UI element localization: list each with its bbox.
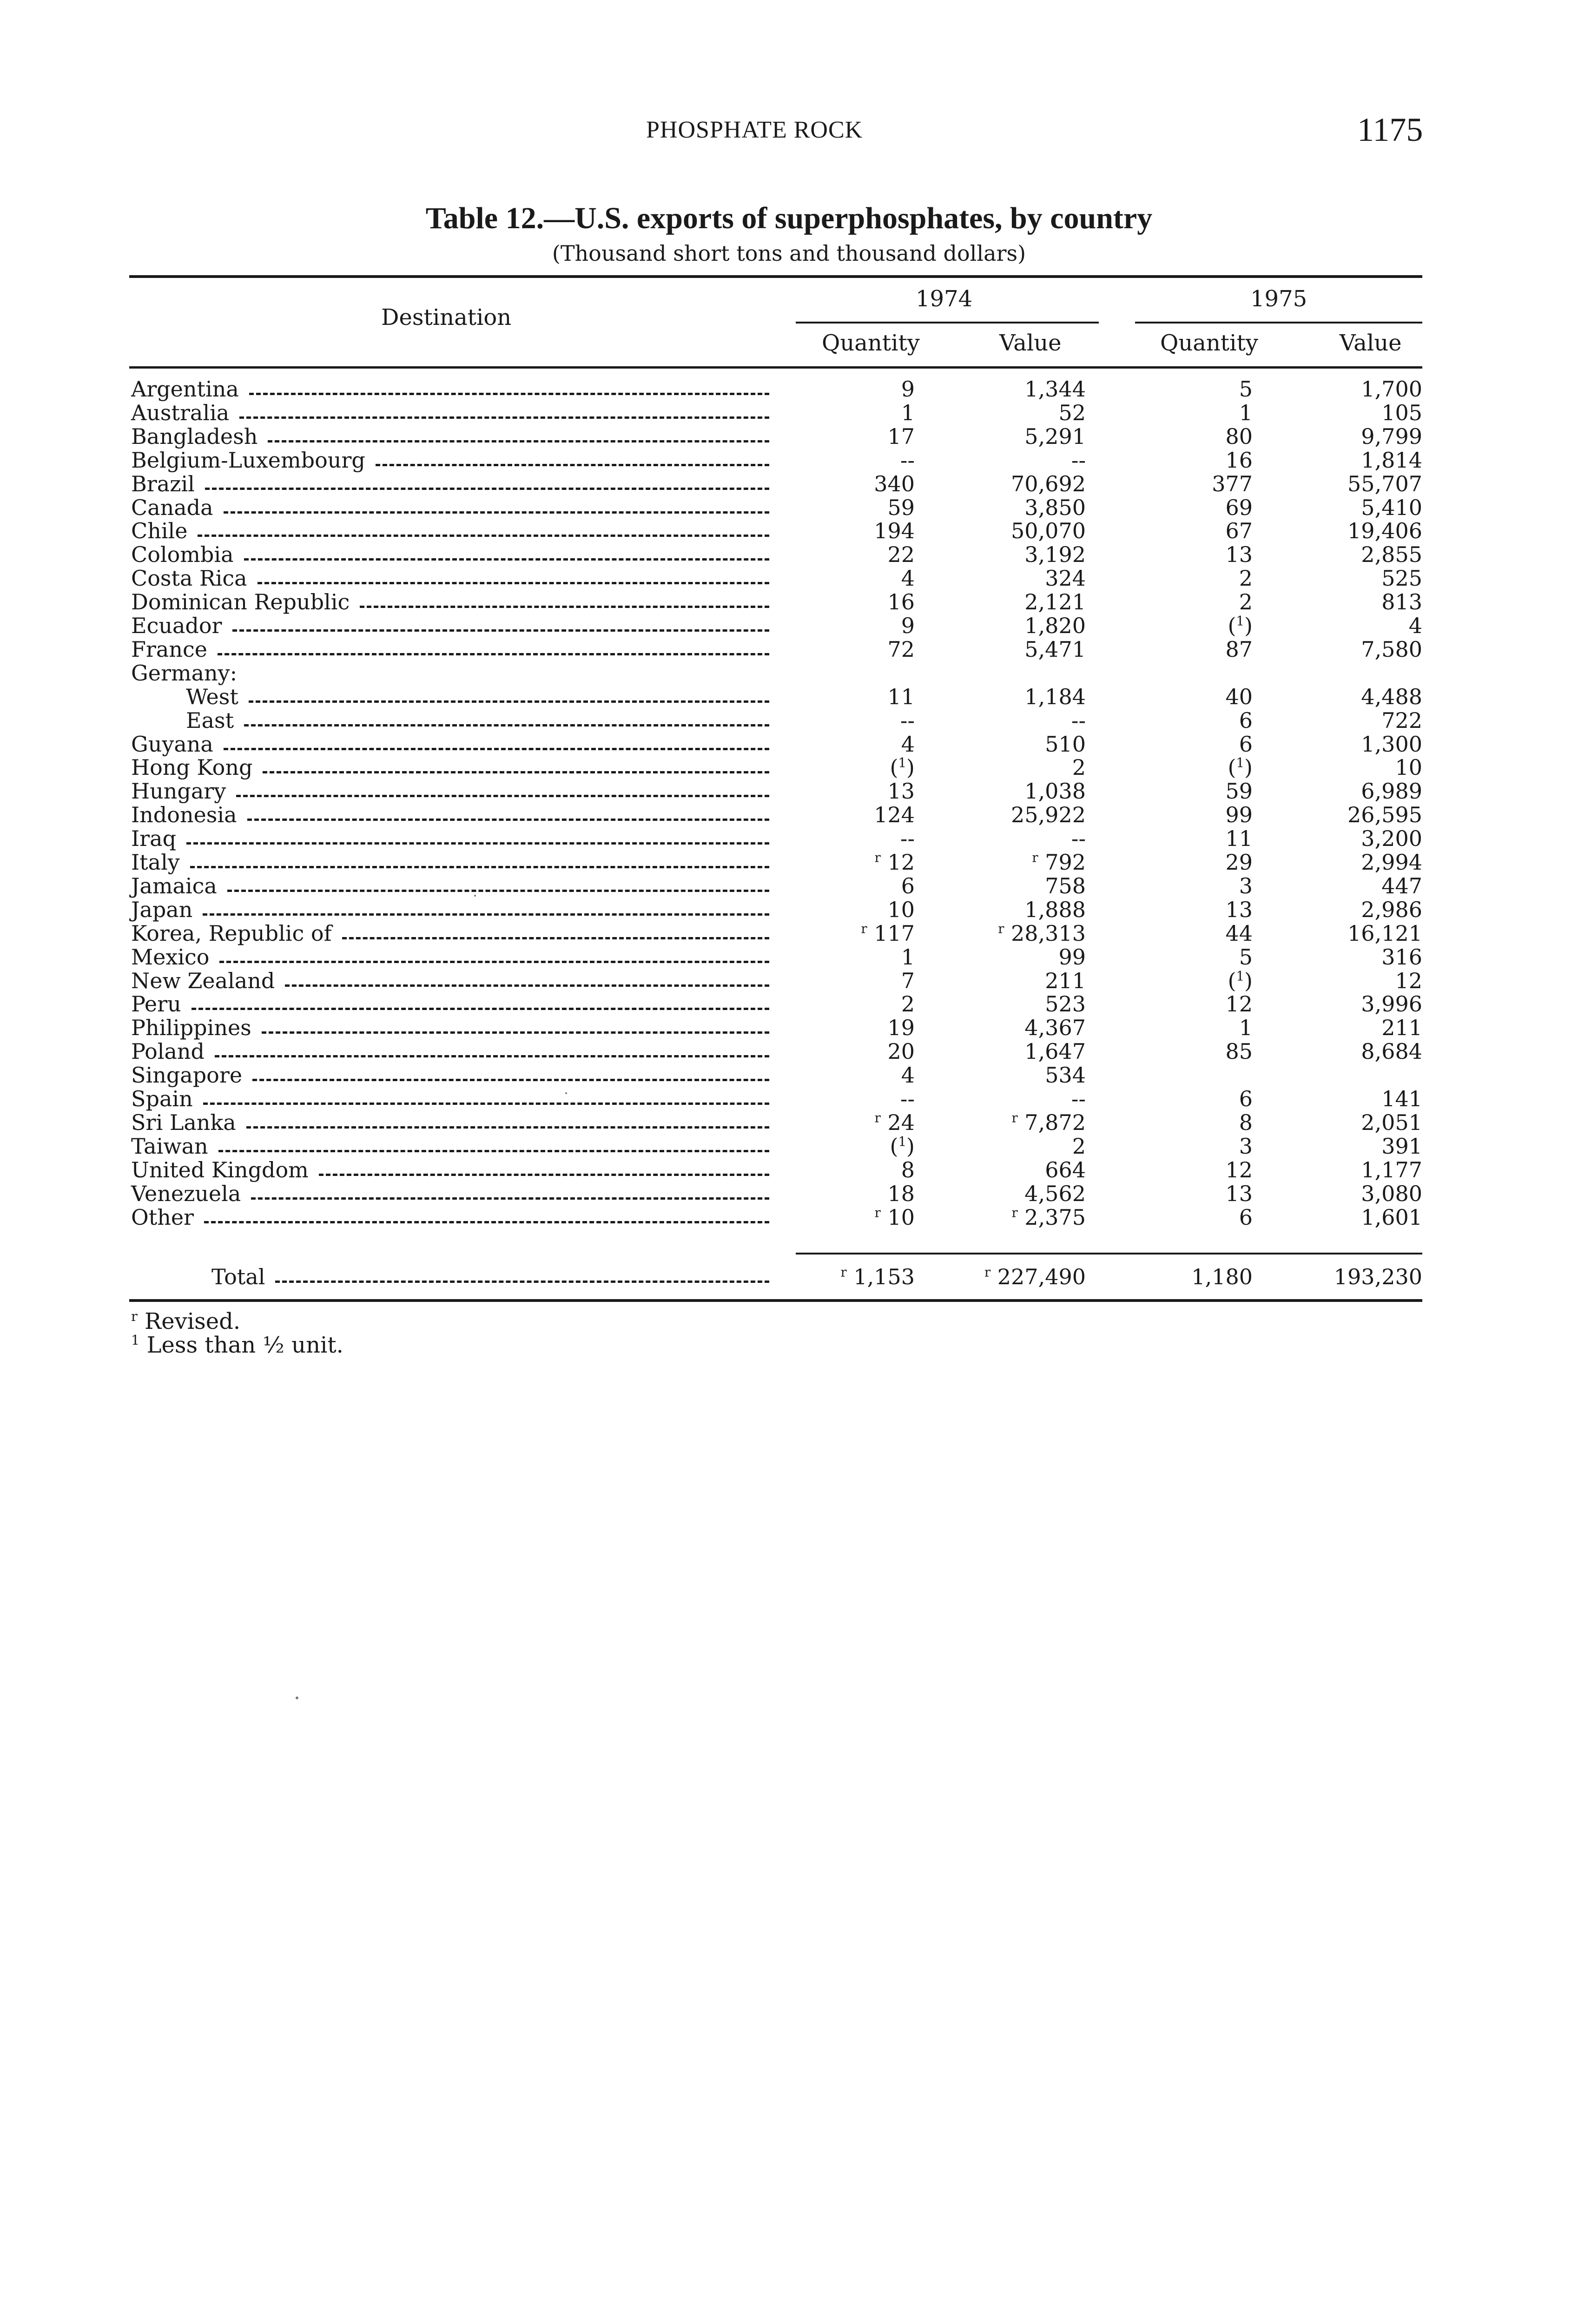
table-row	[0, 922, 1578, 945]
destination-name: Peru	[131, 991, 181, 1017]
table-row	[0, 567, 1578, 590]
destination-name: Argentina	[131, 376, 239, 402]
destination-name: Dominican Republic	[131, 589, 350, 614]
value-1975-cell: 3,996	[1361, 991, 1422, 1017]
quantity-1974-cell: 7	[901, 968, 915, 993]
value-1974-cell: 4,367	[1024, 1015, 1086, 1040]
quantity-1975-cell: 1,180	[1191, 1264, 1253, 1289]
quantity-1975-cell: 5	[1239, 376, 1253, 402]
dot-leader	[205, 488, 769, 490]
value-1974-cell: $^r$ 2,375	[1011, 1205, 1086, 1230]
value-1975-cell: 141	[1381, 1086, 1422, 1111]
quantity-1975-cell: 1	[1239, 400, 1253, 425]
dot-leader	[249, 393, 769, 395]
destination-name: Philippines	[131, 1015, 251, 1040]
value-1975-cell: 316	[1381, 944, 1422, 970]
value-1974-cell: 70,692	[1011, 471, 1086, 496]
quantity-1975-cell: 67	[1225, 518, 1253, 543]
table-row	[0, 733, 1578, 756]
value-1974-cell: 2,121	[1024, 589, 1086, 614]
table-row	[0, 472, 1578, 496]
value-1974-cell: $^r$ 28,313	[998, 921, 1086, 946]
quantity-1975-cell: ($^1$)	[1228, 968, 1253, 993]
value-1975-cell: 1,177	[1361, 1157, 1422, 1182]
destination-name: Bangladesh	[131, 424, 258, 449]
quantity-1975-cell: 13	[1225, 1181, 1253, 1206]
quantity-1975-cell: 11	[1225, 826, 1253, 851]
quantity-1974-cell: 17	[887, 424, 915, 449]
year-1974-rule	[796, 322, 1099, 324]
value-1975-cell: 10	[1395, 755, 1422, 780]
quantity-1975-cell: 12	[1225, 991, 1253, 1017]
quantity-1975-cell: 3	[1239, 873, 1253, 898]
value-1975-cell: 2,986	[1361, 897, 1422, 922]
quantity-1975-cell: 2	[1239, 566, 1253, 591]
quantity-1974-cell: --	[900, 448, 915, 473]
quantity-1974-cell: 6	[901, 873, 915, 898]
table-subtitle: (Thousand short tons and thousand dollars)	[552, 241, 1026, 266]
table-row	[0, 709, 1578, 733]
value-1974-cell: --	[1071, 826, 1086, 851]
year-1975-rule	[1135, 322, 1422, 324]
total-row	[0, 1265, 1578, 1289]
dot-leader	[218, 653, 769, 655]
value-1974-cell: 534	[1045, 1063, 1086, 1088]
dot-leader	[224, 511, 769, 514]
quantity-1974-cell: 4	[901, 566, 915, 591]
destination-name: Colombia	[131, 542, 234, 567]
value-1975-cell: 1,814	[1361, 448, 1422, 473]
quantity-1975-cell: 2	[1239, 589, 1253, 614]
destination-name: Guyana	[131, 732, 213, 757]
quantity-1975-cell: 6	[1239, 732, 1253, 757]
destination-name: Brazil	[131, 471, 195, 496]
quantity-1974-cell: 4	[901, 1063, 915, 1088]
destination-name: Mexico	[131, 944, 210, 970]
table-row	[0, 1158, 1578, 1182]
table-row	[0, 496, 1578, 520]
table-row	[0, 543, 1578, 567]
destination-name: Canada	[131, 495, 213, 520]
quantity-1975-cell: 69	[1225, 495, 1253, 520]
value-1975-cell: 26,595	[1347, 802, 1422, 827]
value-1974-cell: --	[1071, 448, 1086, 473]
dot-leader	[215, 1055, 769, 1057]
dot-leader	[275, 1281, 769, 1283]
destination-name: United Kingdom	[131, 1157, 309, 1182]
value-1975-header: Value	[1340, 330, 1402, 356]
table-row	[0, 898, 1578, 922]
table-row	[0, 1063, 1578, 1087]
dot-leader	[244, 724, 769, 726]
table-title-text: Table 12.—U.S. exports of superphosphates, by country	[425, 201, 1153, 235]
table-row	[0, 449, 1578, 472]
value-1975-cell: 12	[1395, 968, 1422, 993]
quantity-1975-cell: 377	[1212, 471, 1253, 496]
dot-leader	[186, 842, 769, 845]
value-1974-cell: 664	[1045, 1157, 1086, 1182]
destination-name: Australia	[131, 400, 230, 425]
destination-name: Ecuador	[131, 613, 222, 638]
subtotal-rule	[796, 1253, 1422, 1254]
dot-leader	[268, 440, 769, 442]
quantity-1975-cell: 59	[1225, 779, 1253, 804]
quantity-1975-cell: 6	[1239, 1205, 1253, 1230]
quantity-1974-header: Quantity	[822, 330, 920, 356]
quantity-1975-cell: 87	[1225, 637, 1253, 662]
quantity-1974-cell: $^r$ 10	[874, 1205, 915, 1230]
value-1975-cell: 2,855	[1361, 542, 1422, 567]
destination-name: West	[186, 684, 238, 709]
value-1975-cell: 525	[1381, 566, 1422, 591]
quantity-1975-cell: 6	[1239, 1086, 1253, 1111]
quantity-1975-cell: 3	[1239, 1134, 1253, 1159]
quantity-1974-cell: 340	[874, 471, 915, 496]
table-row	[0, 1016, 1578, 1040]
value-1975-cell: 105	[1381, 400, 1422, 425]
value-1974-cell: 50,070	[1011, 518, 1086, 543]
value-1975-cell: 2,051	[1361, 1110, 1422, 1135]
value-1974-cell: 324	[1045, 566, 1086, 591]
year-1975-header: 1975	[1250, 286, 1307, 312]
value-1974-cell: 3,850	[1024, 495, 1086, 520]
table-row	[0, 779, 1578, 803]
table-row	[0, 1087, 1578, 1111]
quantity-1974-cell: 8	[901, 1157, 915, 1182]
dot-leader	[218, 1150, 769, 1152]
dot-leader	[247, 819, 769, 821]
value-1975-cell: 447	[1381, 873, 1422, 898]
value-1974-cell: 758	[1045, 873, 1086, 898]
quantity-1974-cell: $^r$ 1,153	[840, 1264, 915, 1289]
value-1974-cell: 510	[1045, 732, 1086, 757]
page-number: 1175	[1357, 111, 1423, 148]
dot-leader	[342, 937, 769, 939]
value-1975-cell: 19,406	[1347, 518, 1422, 543]
destination-name: Costa Rica	[131, 566, 247, 591]
quantity-1974-cell: 19	[887, 1015, 915, 1040]
quantity-1974-cell: 13	[887, 779, 915, 804]
quantity-1974-cell: 1	[901, 400, 915, 425]
value-1974-cell: 2	[1072, 755, 1086, 780]
dot-leader	[239, 416, 769, 419]
table-row	[0, 425, 1578, 449]
value-1974-cell: 3,192	[1024, 542, 1086, 567]
table-title	[0, 201, 1578, 236]
dot-leader	[252, 1079, 769, 1081]
quantity-1974-cell: 11	[887, 684, 915, 709]
table-row	[0, 1135, 1578, 1158]
quantity-1974-cell: 16	[887, 589, 915, 614]
dot-leader	[198, 535, 769, 537]
value-1975-cell: 1,700	[1361, 376, 1422, 402]
table-row	[0, 590, 1578, 614]
table-row	[0, 945, 1578, 969]
quantity-1975-cell: 6	[1239, 708, 1253, 733]
table-row	[0, 1111, 1578, 1135]
destination-name: Total	[211, 1264, 265, 1289]
dot-leader	[227, 890, 769, 892]
value-1974-cell: 1,344	[1024, 376, 1086, 402]
value-1975-cell: 211	[1381, 1015, 1422, 1040]
table-row	[0, 638, 1578, 661]
destination-name: East	[186, 708, 234, 733]
quantity-1974-cell: 22	[887, 542, 915, 567]
quantity-1975-cell: 29	[1225, 850, 1253, 875]
table-row	[0, 685, 1578, 709]
dot-leader	[236, 795, 769, 797]
quantity-1974-cell: 194	[874, 518, 915, 543]
value-1975-cell: 193,230	[1334, 1264, 1422, 1289]
table-row	[0, 401, 1578, 425]
destination-name: Taiwan	[131, 1134, 208, 1159]
value-1974-cell: 4,562	[1024, 1181, 1086, 1206]
destination-header: Destination	[381, 304, 512, 330]
quantity-1974-cell: 1	[901, 944, 915, 970]
dot-leader	[263, 771, 769, 773]
quantity-1975-cell: 5	[1239, 944, 1253, 970]
value-1974-cell: $^r$ 227,490	[984, 1264, 1086, 1289]
value-1975-cell: 16,121	[1347, 921, 1422, 946]
quantity-1975-cell: 99	[1225, 802, 1253, 827]
destination-name: Other	[131, 1205, 194, 1230]
destination-name: Iraq	[131, 826, 177, 851]
dot-leader	[319, 1174, 769, 1176]
dot-leader	[190, 866, 769, 868]
table-bottom-rule	[129, 1299, 1422, 1302]
footnote-revised: $^r$ Revised.	[131, 1308, 241, 1334]
quantity-1974-cell: 9	[901, 613, 915, 638]
quantity-1974-cell: --	[900, 826, 915, 851]
destination-name: Sri Lanka	[131, 1110, 236, 1135]
destination-name: Hong Kong	[131, 755, 253, 780]
quantity-1974-cell: 59	[887, 495, 915, 520]
value-1974-cell: --	[1071, 708, 1086, 733]
dot-leader	[232, 629, 769, 632]
quantity-1974-cell: $^r$ 12	[874, 850, 915, 875]
value-1975-cell: 4	[1408, 613, 1422, 638]
dot-leader	[224, 748, 769, 750]
dot-leader	[376, 464, 769, 466]
dot-leader	[246, 1126, 769, 1129]
destination-name: France	[131, 637, 207, 662]
dot-leader	[257, 582, 769, 584]
quantity-1974-cell: ($^1$)	[890, 1134, 915, 1159]
destination-name: New Zealand	[131, 968, 275, 993]
dot-leader	[191, 1008, 769, 1010]
value-1974-header: Value	[999, 330, 1062, 356]
destination-name: Singapore	[131, 1063, 243, 1088]
destination-name: Chile	[131, 518, 188, 543]
destination-name: Japan	[131, 897, 193, 922]
scan-speck	[296, 1697, 298, 1699]
value-1974-cell: 211	[1045, 968, 1086, 993]
dot-leader	[360, 606, 769, 608]
quantity-1974-cell: $^r$ 117	[861, 921, 915, 946]
footnote-less-than-half: $^1$ Less than ½ unit.	[131, 1332, 343, 1358]
quantity-1974-cell: 10	[887, 897, 915, 922]
quantity-1974-cell: $^r$ 24	[874, 1110, 915, 1135]
destination-name: Jamaica	[131, 873, 217, 898]
destination-name: Poland	[131, 1039, 205, 1064]
value-1974-cell: 1,647	[1024, 1039, 1086, 1064]
quantity-1975-cell: 13	[1225, 897, 1253, 922]
value-1975-cell: 722	[1381, 708, 1422, 733]
dot-leader	[203, 913, 769, 916]
quantity-1974-cell: 124	[874, 802, 915, 827]
value-1975-cell: 391	[1381, 1134, 1422, 1159]
quantity-1975-cell: 44	[1225, 921, 1253, 946]
quantity-1974-cell: 4	[901, 732, 915, 757]
quantity-1975-cell: 1	[1239, 1015, 1253, 1040]
value-1975-cell: 55,707	[1347, 471, 1422, 496]
table-row	[0, 803, 1578, 827]
value-1975-cell: 3,080	[1361, 1181, 1422, 1206]
value-1975-cell: 1,300	[1361, 732, 1422, 757]
dot-leader	[262, 1031, 769, 1034]
year-1974-header: 1974	[916, 286, 973, 312]
value-1975-cell: 7,580	[1361, 637, 1422, 662]
table-row	[0, 874, 1578, 898]
dot-leader	[244, 558, 770, 561]
quantity-1974-cell: 9	[901, 376, 915, 402]
value-1974-cell: 25,922	[1011, 802, 1086, 827]
quantity-1974-cell: --	[900, 708, 915, 733]
quantity-1975-cell: 13	[1225, 542, 1253, 567]
scan-speck	[565, 1092, 567, 1094]
table-top-rule	[129, 275, 1422, 278]
value-1975-cell: 8,684	[1361, 1039, 1422, 1064]
value-1974-cell: 523	[1045, 991, 1086, 1017]
quantity-1975-cell: 80	[1225, 424, 1253, 449]
value-1974-cell: 99	[1058, 944, 1086, 970]
destination-name: Italy	[131, 850, 180, 875]
running-head: PHOSPHATE ROCK	[646, 117, 863, 143]
value-1974-cell: $^r$ 792	[1032, 850, 1086, 875]
quantity-1975-cell: ($^1$)	[1228, 613, 1253, 638]
table-row	[0, 1040, 1578, 1063]
value-1975-cell: 813	[1381, 589, 1422, 614]
table-row	[0, 756, 1578, 779]
value-1974-cell: 2	[1072, 1134, 1086, 1159]
dot-leader	[249, 700, 769, 703]
value-1975-cell: 4,488	[1361, 684, 1422, 709]
value-1974-cell: 1,038	[1024, 779, 1086, 804]
table-row	[0, 614, 1578, 638]
value-1975-cell: 1,601	[1361, 1205, 1422, 1230]
table-row	[0, 519, 1578, 543]
value-1975-cell: 3,200	[1361, 826, 1422, 851]
value-1975-cell: 2,994	[1361, 850, 1422, 875]
value-1974-cell: 1,184	[1024, 684, 1086, 709]
value-1974-cell: $^r$ 7,872	[1011, 1110, 1086, 1135]
scan-speck	[474, 895, 476, 897]
value-1974-cell: --	[1071, 1086, 1086, 1111]
table-row	[0, 851, 1578, 874]
destination-name: Hungary	[131, 779, 226, 804]
quantity-1975-cell: 85	[1225, 1039, 1253, 1064]
dot-leader	[204, 1221, 769, 1223]
header-bottom-rule	[129, 366, 1422, 369]
quantity-1974-cell: --	[900, 1086, 915, 1111]
quantity-1975-cell: 40	[1225, 684, 1253, 709]
dot-leader	[203, 1103, 769, 1105]
table-row	[0, 377, 1578, 401]
quantity-1974-cell: 18	[887, 1181, 915, 1206]
table-row	[0, 827, 1578, 851]
table-row	[0, 992, 1578, 1016]
destination-name: Germany:	[131, 660, 238, 686]
value-1975-cell: 9,799	[1361, 424, 1422, 449]
value-1974-cell: 5,471	[1024, 637, 1086, 662]
dot-leader	[251, 1197, 769, 1200]
table-row	[0, 1206, 1578, 1229]
destination-name: Belgium-Luxembourg	[131, 448, 365, 473]
destination-name: Indonesia	[131, 802, 237, 827]
table-row	[0, 969, 1578, 993]
quantity-1975-cell: ($^1$)	[1228, 755, 1253, 780]
quantity-1975-header: Quantity	[1160, 330, 1258, 356]
value-1974-cell: 52	[1058, 400, 1086, 425]
value-1974-cell: 1,820	[1024, 613, 1086, 638]
quantity-1975-cell: 16	[1225, 448, 1253, 473]
quantity-1974-cell: 2	[901, 991, 915, 1017]
value-1974-cell: 5,291	[1024, 424, 1086, 449]
destination-name: Korea, Republic of	[131, 921, 332, 946]
quantity-1975-cell: 8	[1239, 1110, 1253, 1135]
table-row	[0, 661, 1578, 685]
value-1974-cell: 1,888	[1024, 897, 1086, 922]
table-row	[0, 1182, 1578, 1206]
quantity-1974-cell: 20	[887, 1039, 915, 1064]
quantity-1974-cell: ($^1$)	[890, 755, 915, 780]
quantity-1974-cell: 72	[887, 637, 915, 662]
destination-name: Spain	[131, 1086, 193, 1111]
value-1975-cell: 5,410	[1361, 495, 1422, 520]
dot-leader	[285, 984, 769, 987]
value-1975-cell: 6,989	[1361, 779, 1422, 804]
dot-leader	[219, 961, 769, 963]
quantity-1975-cell: 12	[1225, 1157, 1253, 1182]
destination-name: Venezuela	[131, 1181, 241, 1206]
